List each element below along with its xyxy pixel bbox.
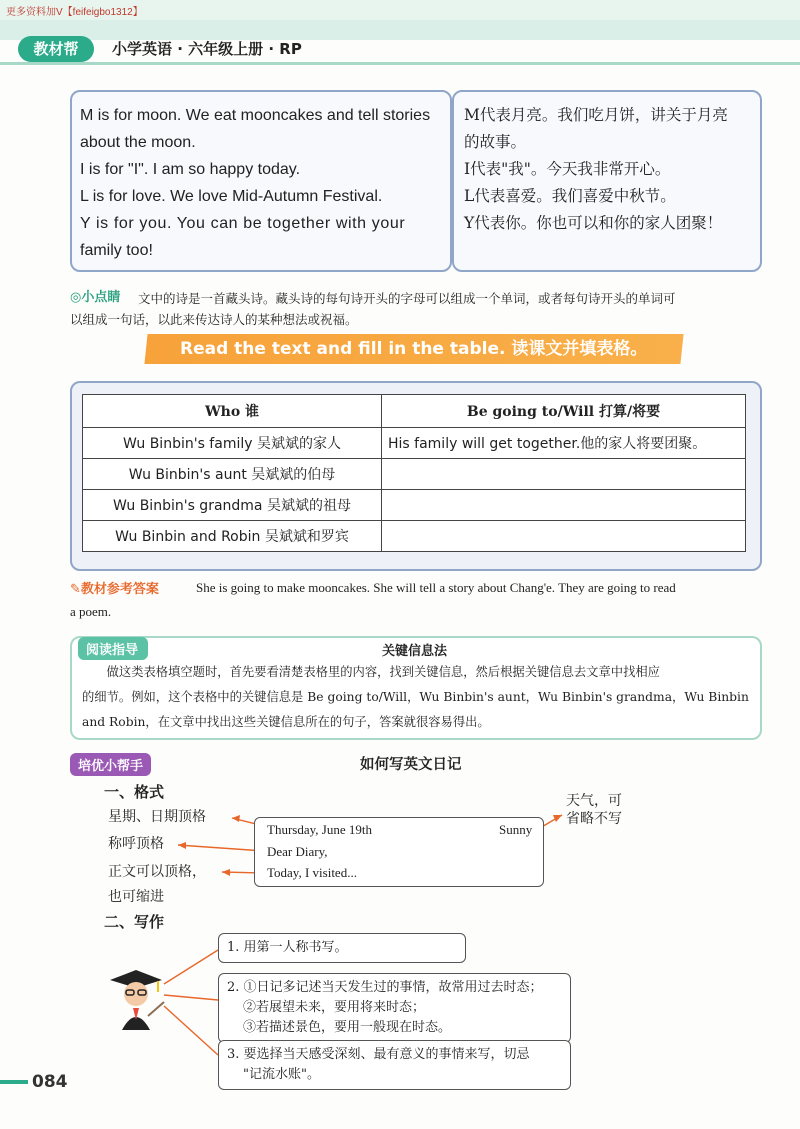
writing-rule-3: 3. 要选择当天感受深刻、最有意义的事情来写，切忌 "记流水账"。 — [218, 1040, 571, 1090]
table-cell: Wu Binbin's grandma 吴斌斌的祖母 — [83, 490, 382, 521]
diary-body: Today, I visited... — [267, 865, 357, 880]
watermark: 更多资料加V【feifeigbo1312】 — [6, 7, 143, 18]
poem-translation-line: I代表"我"。今天我非常开心。 — [464, 160, 671, 178]
table-header: Be going to/Will 打算/将要 — [382, 395, 746, 428]
pen-icon: ✎ — [70, 582, 81, 597]
helper-badge: 培优小帮手 — [70, 753, 151, 776]
poem-translation-line: 的故事。 — [464, 133, 527, 151]
helper-title: 如何写英文日记 — [360, 757, 462, 773]
arrowhead — [222, 869, 230, 876]
arrow-greeting — [178, 845, 264, 851]
tip-text-continued: 以组成一句话，以此来传达诗人的某种想法或祝福。 — [70, 312, 358, 327]
page-number-bar — [0, 1080, 28, 1084]
poem-line: L is for love. We love Mid-Autumn Festival. — [80, 188, 383, 205]
diary-weather: Sunny — [499, 822, 533, 837]
arrowhead — [232, 815, 240, 822]
arrowhead — [553, 815, 562, 822]
guide-line: 做这类表格填空题时，首先要看清楚表格里的内容，找到关键信息，然后根据关键信息去文章中找相应 — [106, 665, 660, 679]
format-label-greeting: 称呼顶格 — [108, 836, 164, 852]
tip-badge: ◎小点睛 — [70, 290, 121, 305]
poem-line: about the moon. — [80, 134, 196, 151]
poem-translation-line: L代表喜爱。我们喜爱中秋节。 — [464, 187, 676, 205]
poem-line: Y is for you. You can be together with your — [80, 215, 406, 232]
reading-guide-badge: 阅读指导 — [78, 637, 148, 660]
arrow-rule1 — [164, 950, 218, 984]
teacher-mascot-icon — [104, 966, 168, 1032]
format-label-indent: 也可缩进 — [108, 889, 164, 905]
eye-icon: ◎ — [70, 290, 82, 305]
answer-text: She is going to make mooncakes. She will tell a story about Chang'e. They are going to read — [196, 580, 676, 595]
weather-note: 天气，可 省略不写 — [566, 793, 622, 827]
poem-translation-line: M代表月亮。我们吃月饼，讲关于月亮 — [464, 106, 728, 124]
arrow-rule2 — [164, 995, 218, 1000]
section-format-heading: 一、格式 — [104, 783, 165, 801]
writing-rule-1: 1. 用第一人称书写。 — [218, 933, 466, 963]
format-label-body: 正文可以顶格， — [108, 864, 206, 880]
answer-badge: ✎教材参考答案 — [70, 582, 159, 597]
answer-text-continued: a poem. — [70, 604, 112, 619]
page-number: 084 — [32, 1072, 68, 1092]
diary-greeting: Dear Diary, — [267, 844, 328, 859]
format-label-date: 星期、日期顶格 — [108, 809, 206, 825]
table-cell: Wu Binbin's aunt 吴斌斌的伯母 — [83, 459, 382, 490]
poem-line: M is for moon. We eat mooncakes and tell stories — [80, 107, 431, 124]
guide-line: and Robin，在文章中找出这些关键信息所在的句子，答案就很容易得出。 — [82, 715, 490, 729]
poem-translation-line: Y代表你。你也可以和你的家人团聚！ — [464, 214, 723, 232]
writing-rule-2: 2. ①日记多记述当天发生过的事情，故常用过去时态； ②若展望未来，要用将来时态； ③若描述景色，要用一般现在时态。 — [218, 973, 571, 1043]
table-cell: His family will get together.他的家人将要团聚。 — [382, 428, 746, 459]
section-writing-heading: 二、写作 — [104, 913, 165, 931]
diary-date: Thursday, June 19th — [267, 822, 372, 837]
table-header: Who 谁 — [83, 395, 382, 428]
book-title: 小学英语 · 六年级上册 · RP — [112, 40, 302, 58]
task-banner: Read the text and fill in the table. 读课文并填表格。 — [144, 334, 683, 364]
reading-guide-title: 关键信息法 — [382, 644, 448, 659]
table-cell: Wu Binbin's family 吴斌斌的家人 — [83, 428, 382, 459]
tip-text: 文中的诗是一首藏头诗。藏头诗的每句诗开头的字母可以组成一个单词，或者每句诗开头的单词可 — [138, 291, 676, 306]
arrowhead — [178, 842, 186, 849]
poem-line: I is for "I". I am so happy today. — [80, 161, 301, 178]
brand-tab: 教材帮 — [18, 36, 94, 62]
guide-line: 的细节。例如，这个表格中的关键信息是 Be going to/Will，Wu Binbin's aunt，Wu Binbin's grandma，Wu Binbin — [82, 690, 749, 704]
arrow-rule3 — [164, 1006, 218, 1055]
poem-line: family too! — [80, 242, 153, 259]
table-cell: Wu Binbin and Robin 吴斌斌和罗宾 — [83, 521, 382, 552]
diary-sample-box — [254, 817, 544, 887]
